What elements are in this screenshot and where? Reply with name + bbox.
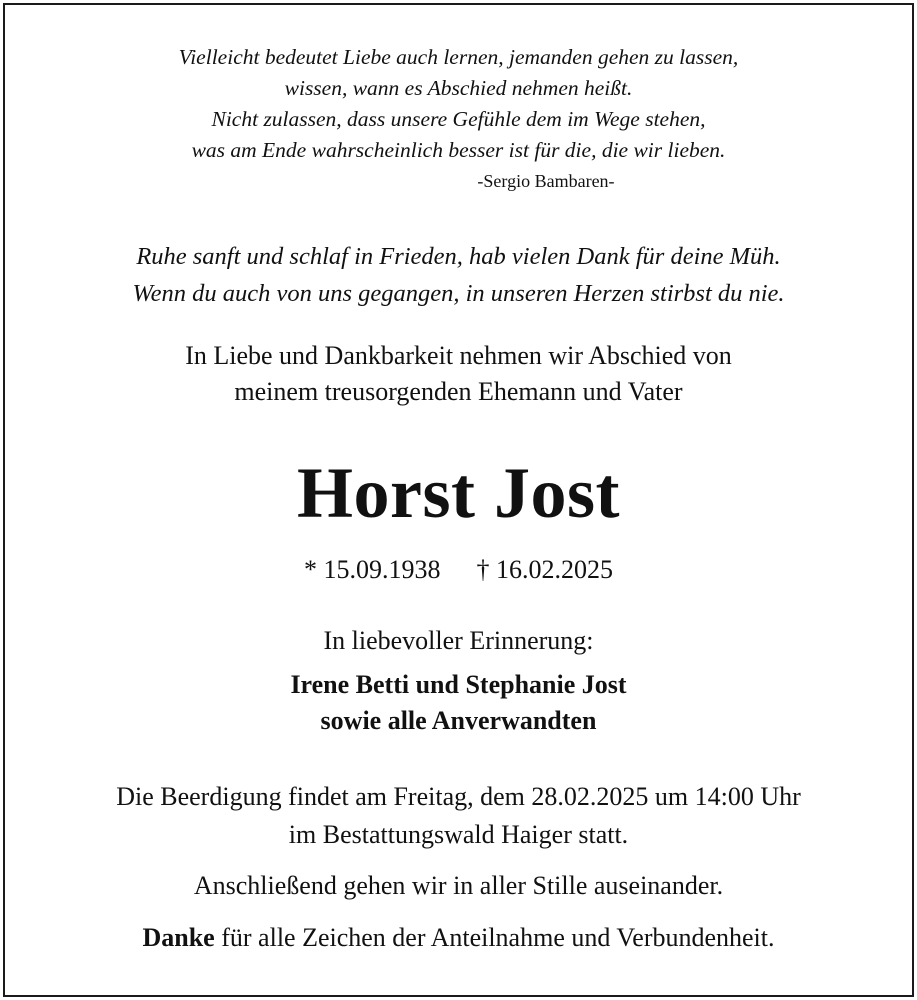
poem-quote-line: was am Ende wahrscheinlich besser ist für die, die wir lieben. — [191, 138, 726, 162]
poem-quote — [0, 42, 917, 196]
funeral-info-line: im Bestattungswald Haiger statt. — [288, 820, 629, 849]
intro-text — [0, 338, 917, 410]
farewell-verse — [0, 238, 917, 312]
birth-date: * 15.09.1938 — [304, 555, 441, 584]
poem-quote-line: wissen, wann es Abschied nehmen heißt. — [284, 76, 633, 100]
mourners-line: Irene Betti und Stephanie Jost — [290, 670, 627, 699]
intro-line: In Liebe und Dankbarkeit nehmen wir Abschied von — [185, 341, 732, 370]
poem-author: -Sergio Bambaren- — [477, 171, 615, 191]
funeral-info — [0, 778, 917, 854]
mourners — [0, 667, 917, 739]
poem-quote-line: Nicht zulassen, dass unsere Gefühle dem im Wege stehen, — [211, 107, 706, 131]
deceased-name: Horst Jost — [297, 453, 620, 533]
death-date: † 16.02.2025 — [476, 555, 613, 584]
memory-label: In liebevoller Erinnerung: — [323, 626, 594, 655]
life-dates — [0, 552, 917, 588]
farewell-verse-line: Ruhe sanft und schlaf in Frieden, hab vielen Dank für deine Müh. — [136, 243, 781, 270]
thanks-bold: Danke — [142, 923, 215, 952]
farewell-verse-line: Wenn du auch von uns gegangen, in unseren Herzen stirbst du nie. — [132, 280, 785, 307]
afterward-note: Anschließend gehen wir in aller Stille auseinander. — [193, 871, 724, 900]
intro-line: meinem treusorgenden Ehemann und Vater — [234, 377, 683, 406]
funeral-info-line: Die Beerdigung findet am Freitag, dem 28.02.2025 um 14:00 Uhr — [116, 782, 801, 811]
mourners-line: sowie alle Anverwandten — [320, 706, 597, 735]
thanks-note — [0, 920, 917, 956]
thanks-rest: für alle Zeichen der Anteilnahme und Verbundenheit. — [214, 923, 775, 952]
poem-quote-line: Vielleicht bedeutet Liebe auch lernen, jemanden gehen zu lassen, — [178, 45, 739, 69]
